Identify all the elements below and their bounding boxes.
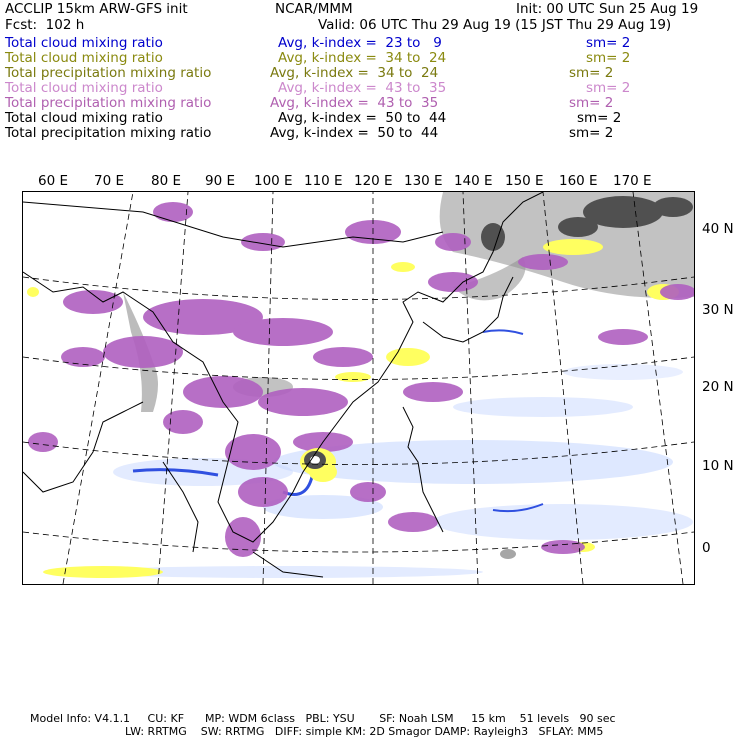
- field-sm: sm= 2: [586, 35, 631, 51]
- longitude-label: 90 E: [205, 173, 235, 189]
- latitude-label: 20 N: [702, 379, 734, 395]
- field-sm: sm= 2: [569, 65, 614, 81]
- model-info-line1: Model Info: V4.1.1 CU: KF MP: WDM 6class PBL: YSU SF: Noah LSM 15 km 51 levels 90 sec: [30, 712, 616, 725]
- field-name: Total precipitation mixing ratio: [5, 125, 212, 141]
- organization-label: NCAR/MMM: [275, 1, 353, 17]
- model-title: ACCLIP 15km ARW-GFS init: [5, 1, 188, 17]
- latitude-label: 40 N: [702, 221, 734, 237]
- longitude-label: 110 E: [304, 173, 343, 189]
- field-name: Total cloud mixing ratio: [5, 80, 163, 96]
- longitude-label: 160 E: [559, 173, 598, 189]
- longitude-label: 130 E: [404, 173, 443, 189]
- longitude-label: 170 E: [613, 173, 652, 189]
- field-name: Total precipitation mixing ratio: [5, 95, 212, 111]
- field-row: [5, 36, 740, 51]
- field-sm: sm= 2: [569, 125, 614, 141]
- longitude-label: 140 E: [454, 173, 493, 189]
- latitude-label: 30 N: [702, 302, 734, 318]
- latitude-label: 10 N: [702, 458, 734, 474]
- field-avg: Avg, k-index = 34 to 24: [270, 65, 439, 81]
- field-row: [5, 96, 740, 111]
- field-avg: Avg, k-index = 43 to 35: [270, 95, 439, 111]
- longitude-label: 80 E: [151, 173, 181, 189]
- field-avg: Avg, k-index = 34 to 24: [278, 50, 447, 66]
- model-info-line2: LW: RRTMG SW: RRTMG DIFF: simple KM: 2D Smagor DAMP: Rayleigh3 SFLAY: MM5: [125, 725, 604, 738]
- latitude-label: 0: [702, 540, 711, 556]
- forecast-hour: Fcst: 102 h: [5, 17, 85, 33]
- field-avg: Avg, k-index = 43 to 35: [278, 80, 447, 96]
- init-time: Init: 00 UTC Sun 25 Aug 19: [516, 1, 699, 17]
- field-sm: sm= 2: [586, 50, 631, 66]
- field-sm: sm= 2: [586, 80, 631, 96]
- field-sm: sm= 2: [569, 95, 614, 111]
- field-row: [5, 111, 740, 126]
- field-avg: Avg, k-index = 23 to 9: [278, 35, 442, 51]
- field-row: [5, 126, 740, 141]
- longitude-label: 120 E: [354, 173, 393, 189]
- field-name: Total cloud mixing ratio: [5, 50, 163, 66]
- longitude-label: 100 E: [254, 173, 293, 189]
- longitude-label: 150 E: [505, 173, 544, 189]
- forecast-map: [22, 191, 695, 585]
- field-row: [5, 81, 740, 96]
- field-avg: Avg, k-index = 50 to 44: [278, 110, 447, 126]
- longitude-label: 60 E: [38, 173, 68, 189]
- field-name: Total precipitation mixing ratio: [5, 65, 212, 81]
- longitude-label: 70 E: [94, 173, 124, 189]
- typhoon-feature: [300, 448, 336, 476]
- field-name: Total cloud mixing ratio: [5, 110, 163, 126]
- field-name: Total cloud mixing ratio: [5, 35, 163, 51]
- field-row: [5, 51, 740, 66]
- valid-time: Valid: 06 UTC Thu 29 Aug 19 (15 JST Thu 29 Aug 19): [318, 17, 672, 33]
- field-sm: sm= 2: [577, 110, 622, 126]
- field-avg: Avg, k-index = 50 to 44: [270, 125, 439, 141]
- field-row: [5, 66, 740, 81]
- map-canvas: [23, 192, 694, 584]
